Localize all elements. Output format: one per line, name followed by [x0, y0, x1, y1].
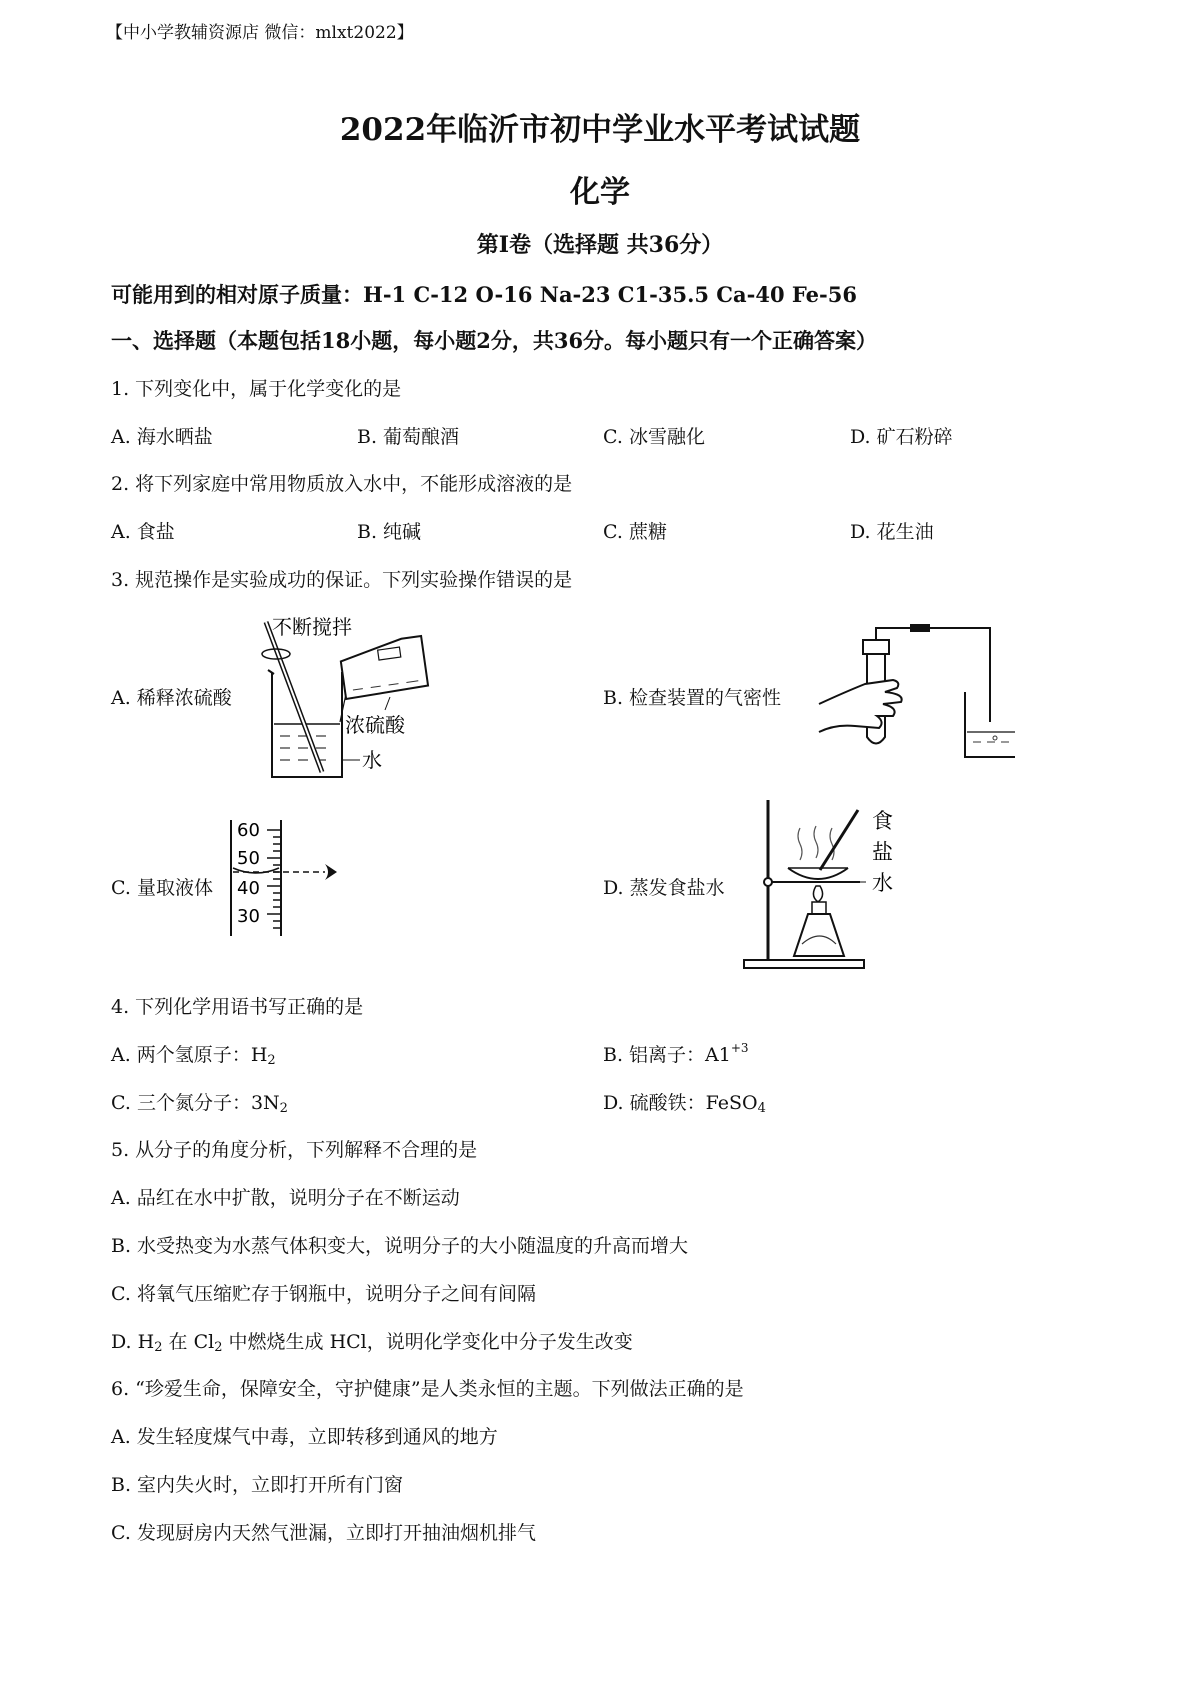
q5-option-d: [111, 1327, 633, 1355]
q5-d-part1: D. H: [111, 1331, 155, 1353]
q5-stem: 5. 从分子的角度分析，下列解释不合理的是: [111, 1139, 478, 1161]
q2-option-b: B. 纯碱: [357, 521, 422, 543]
q1-stem: 1. 下列变化中，属于化学变化的是: [111, 378, 402, 400]
header-note: 【中小学教辅资源店 微信：mlxt2022】: [106, 23, 414, 43]
q4-a-label: A. 两个氢原子：: [111, 1044, 251, 1066]
q4-stem: 4. 下列化学用语书写正确的是: [111, 996, 364, 1018]
q4-d-label: D. 硫酸铁：: [603, 1092, 706, 1114]
q3-option-d: D. 蒸发食盐水: [603, 877, 725, 899]
q2-option-a: A. 食盐: [111, 521, 175, 543]
label-stir: 不断搅拌: [272, 615, 352, 639]
q6-option-a: A. 发生轻度煤气中毒，立即转移到通风的地方: [111, 1426, 498, 1448]
q5-d-sub1: 2: [154, 1340, 163, 1355]
q1-option-c: C. 冰雪融化: [603, 426, 705, 448]
q3-option-c: C. 量取液体: [111, 877, 213, 899]
q4-c-sub: 2: [279, 1101, 288, 1116]
q4-a-formula: H: [250, 1044, 268, 1066]
label-shi: 食: [872, 809, 893, 833]
tick-30: 30: [237, 906, 260, 927]
q3-option-b: B. 检查装置的气密性: [603, 687, 782, 709]
airtight-check-figure: [815, 622, 1015, 762]
q4-b-sup: +3: [730, 1041, 749, 1055]
q4-d-formula: FeSO: [705, 1092, 758, 1114]
q4-a-sub: 2: [267, 1053, 276, 1068]
atomic-masses: 可能用到的相对原子质量：H-1 C-12 O-16 Na-23 C1-35.5 Ca-40 Fe-56: [111, 282, 857, 307]
q4-option-c: [111, 1088, 288, 1116]
q5-d-part3: 中燃烧生成 HCl，说明化学变化中分子发生改变: [222, 1331, 633, 1353]
q4-option-d: [603, 1088, 766, 1116]
measure-liquid-figure: [225, 818, 365, 938]
q1-option-d: D. 矿石粉碎: [850, 426, 953, 448]
label-yan: 盐: [872, 840, 893, 864]
q3-option-a: A. 稀释浓硫酸: [111, 687, 232, 709]
q5-option-b: B. 水受热变为水蒸气体积变大，说明分子的大小随温度的升高而增大: [111, 1235, 689, 1257]
evaporate-figure: [740, 798, 920, 970]
q5-option-c: C. 将氧气压缩贮存于钢瓶中，说明分子之间有间隔: [111, 1283, 536, 1305]
part-heading: 一、选择题（本题包括18小题，每小题2分，共36分。每小题只有一个正确答案）: [111, 328, 878, 353]
q4-c-formula: 3N: [250, 1092, 280, 1114]
q5-option-a: A. 品红在水中扩散，说明分子在不断运动: [111, 1187, 460, 1209]
q3-stem: 3. 规范操作是实验成功的保证。下列实验操作错误的是: [111, 569, 573, 591]
q4-b-label: B. 铝离子：: [603, 1044, 706, 1066]
q6-stem: 6. “珍爱生命，保障安全，守护健康”是人类永恒的主题。下列做法正确的是: [111, 1378, 744, 1400]
tick-40: 40: [237, 878, 260, 899]
q5-d-sub2: 2: [214, 1340, 223, 1355]
q1-option-a: A. 海水晒盐: [111, 426, 213, 448]
q6-option-c: C. 发现厨房内天然气泄漏，立即打开抽油烟机排气: [111, 1522, 536, 1544]
dilute-acid-figure: [250, 612, 470, 782]
q5-d-part2: 在 Cl: [162, 1331, 215, 1353]
q6-option-b: B. 室内失火时，立即打开所有门窗: [111, 1474, 404, 1496]
q4-option-a: [111, 1040, 276, 1068]
q1-option-b: B. 葡萄酿酒: [357, 426, 460, 448]
q2-stem: 2. 将下列家庭中常用物质放入水中，不能形成溶液的是: [111, 473, 573, 495]
q4-b-formula: A1: [705, 1044, 731, 1066]
label-shui: 水: [872, 871, 893, 895]
label-acid: 浓硫酸: [345, 713, 405, 737]
section-title: 第I卷（选择题 共36分）: [476, 232, 724, 258]
q2-option-d: D. 花生油: [850, 521, 934, 543]
q4-option-b: [603, 1040, 749, 1067]
exam-title: 2022年临沂市初中学业水平考试试题: [339, 112, 861, 148]
q4-d-sub: 4: [757, 1101, 766, 1116]
tick-60: 60: [237, 820, 260, 841]
q2-option-c: C. 蔗糖: [603, 521, 667, 543]
subject-title: 化学: [570, 175, 630, 210]
label-water: 水: [362, 748, 382, 772]
q4-c-label: C. 三个氮分子：: [111, 1092, 251, 1114]
tick-50: 50: [237, 848, 260, 869]
